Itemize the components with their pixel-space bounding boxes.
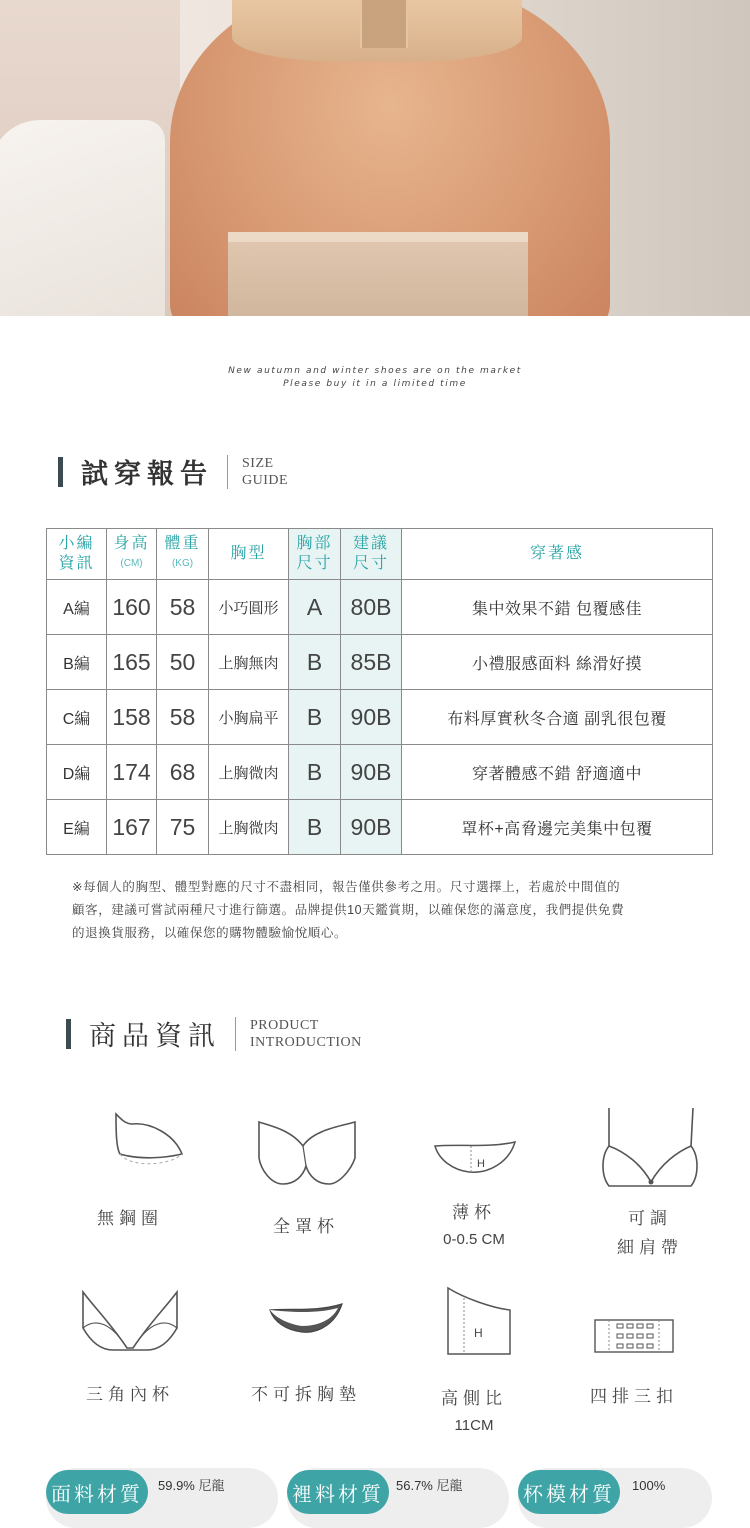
feature-thin-cup-label: 薄杯 [452,1203,496,1222]
cell-bust: B [289,745,341,800]
cell-bust: A [289,580,341,635]
cell-weight: 50 [157,635,209,690]
cell-weight: 68 [157,745,209,800]
cell-height: 165 [107,635,157,690]
feature-fixed-pad [226,1302,386,1405]
table-row [47,690,713,745]
table-row [47,800,713,855]
cell-feel: 穿著體感不錯 舒適適中 [402,745,713,800]
cell-feel: 布料厚實秋冬合適 副乳很包覆 [402,690,713,745]
fixed-pad-icon [266,1302,346,1336]
size-table [46,528,713,855]
feature-hooks [554,1316,714,1407]
feature-high-side-label: 高側比 [441,1389,507,1408]
heading-divider [235,1017,236,1051]
cell-height: 160 [107,580,157,635]
table-row [47,745,713,800]
feature-high-side-sub: 11CM [454,1417,494,1434]
size-guide-title: 試穿報告 [81,459,213,489]
cell-height: 174 [107,745,157,800]
cell-shape: 小巧圓形 [209,580,289,635]
cell-recommended: 80B [341,580,402,635]
product-subtitle-2: INTRODUCTION [250,1034,362,1050]
header-editor: 小編 資訊 [47,529,107,580]
hooks-icon [589,1316,679,1356]
header-recommended: 建議 尺寸 [341,529,402,580]
table-row [47,580,713,635]
material-tag-2: 裡料材質 [287,1470,389,1514]
header-feel: 穿著感 [402,529,713,580]
cell-shape: 上胸微肉 [209,800,289,855]
size-guide-subtitle-1: SIZE [242,455,274,471]
cell-editor: E編 [47,800,107,855]
feature-wireless-label: 無鋼圈 [97,1209,163,1228]
product-subtitle [250,1017,362,1051]
photo-brief [228,232,528,316]
cell-recommended: 85B [341,635,402,690]
heading-divider [227,455,228,489]
cell-weight: 75 [157,800,209,855]
full-cup-icon [251,1116,361,1188]
table-row [47,635,713,690]
cell-bust: B [289,635,341,690]
heading-bar [66,1019,71,1049]
product-title: 商品資訊 [89,1021,221,1051]
cell-feel: 罩杯+高脅邊完美集中包覆 [402,800,713,855]
cell-shape: 小胸扁平 [209,690,289,745]
size-guide-heading [58,452,288,491]
thin-cup-h-mark: H [477,1158,485,1170]
size-guide-subtitle [242,455,288,489]
feature-high-side [394,1286,554,1434]
cell-editor: D編 [47,745,107,800]
cell-shape: 上胸無肉 [209,635,289,690]
material-tag-3: 杯模材質 [518,1470,620,1514]
size-note-line-2: 顧客，建議可嘗試兩種尺寸進行篩選。品牌提供10天鑑賞期，以確保您的滿意度，我們提供免費 [72,903,625,917]
cell-recommended: 90B [341,800,402,855]
cell-recommended: 90B [341,745,402,800]
cell-feel: 集中效果不錯 包覆感佳 [402,580,713,635]
material-tag-1: 面料材質 [46,1470,148,1514]
feature-full-cup-label: 全罩杯 [273,1217,339,1236]
cell-editor: B編 [47,635,107,690]
heading-bar [58,457,63,487]
header-shape: 胸型 [209,529,289,580]
product-subtitle-1: PRODUCT [250,1017,319,1033]
material-text-3: 100% [632,1478,666,1493]
high-side-h-mark: H [474,1326,483,1340]
adjustable-strap-icon [595,1106,705,1190]
feature-wireless [50,1108,210,1229]
cell-feel: 小禮服感面料 絲滑好摸 [402,635,713,690]
feature-thin-cup-sub: 0-0.5 CM [443,1231,505,1248]
photo-brief-lace [228,232,528,242]
cell-editor: A編 [47,580,107,635]
triangle-cup-icon [75,1288,185,1354]
photo-bra-hook [360,0,408,48]
material-text-2: 56.7% 尼龍 [396,1478,463,1493]
feature-thin-cup [394,1138,554,1248]
photo-pillow [0,120,165,316]
size-guide-subtitle-2: GUIDE [242,472,289,488]
size-note-line-3: 的退換貨服務，以確保您的購物體驗愉悅順心。 [72,926,348,940]
thin-cup-icon [429,1138,519,1178]
feature-triangle-label: 三角內杯 [86,1385,174,1404]
cell-height: 158 [107,690,157,745]
tagline-line-1: New autumn and winter shoes are on the market [228,366,522,376]
product-heading [66,1014,362,1053]
wireless-icon [70,1108,190,1168]
cell-height: 167 [107,800,157,855]
feature-hooks-label: 四排三扣 [590,1387,678,1406]
cell-bust: B [289,800,341,855]
tagline-line-2: Please buy it in a limited time [283,379,467,389]
cell-weight: 58 [157,690,209,745]
table-header-row [47,529,713,580]
size-note [72,876,692,945]
hero-photo [0,0,750,316]
size-note-line-1: ※每個人的胸型、體型對應的尺寸不盡相同，報告僅供參考之用。尺寸選擇上，若處於中間值的 [72,880,621,894]
feature-triangle-cup [50,1288,210,1405]
feature-fixed-pad-label: 不可拆胸墊 [251,1385,361,1404]
feature-adjustable-strap [570,1106,730,1258]
header-weight: 體重 (KG) [157,529,209,580]
feature-adjustable-label-1: 可調 [628,1209,672,1228]
feature-full-cup [226,1116,386,1237]
high-side-icon [434,1286,514,1356]
cell-shape: 上胸微肉 [209,745,289,800]
cell-bust: B [289,690,341,745]
cell-recommended: 90B [341,690,402,745]
material-text-1: 59.9% 尼龍 [158,1478,225,1493]
cell-weight: 58 [157,580,209,635]
feature-adjustable-label-2: 細肩帶 [617,1238,683,1257]
header-height: 身高 (CM) [107,529,157,580]
header-bust: 胸部 尺寸 [289,529,341,580]
cell-editor: C編 [47,690,107,745]
